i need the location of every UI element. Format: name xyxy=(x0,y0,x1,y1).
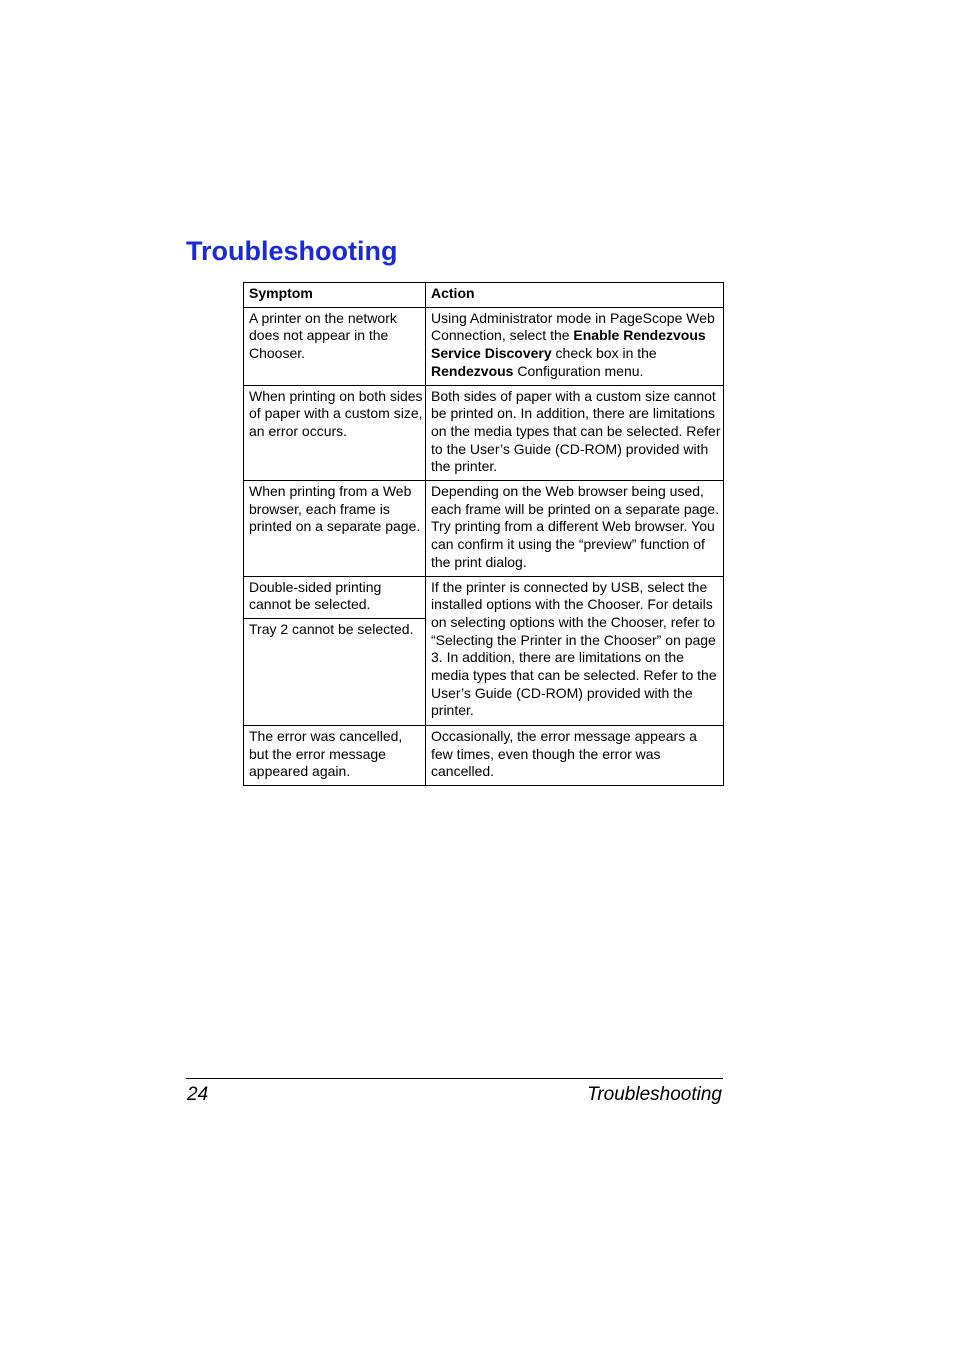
table-row xyxy=(244,725,724,785)
action-text: Using Administrator mode in PageScope Web Connection, select the xyxy=(431,309,715,344)
symptom-cell: Double-sided printing cannot be selected. xyxy=(244,576,426,618)
troubleshooting-table xyxy=(243,282,724,786)
option-name-bold: Enable Rendezvous Service Discovery xyxy=(431,327,706,362)
action-text: Configuration menu. xyxy=(513,362,644,379)
table-row xyxy=(244,307,724,385)
footer-section-title: Troubleshooting xyxy=(587,1084,722,1105)
page-title: Troubleshooting xyxy=(186,236,398,266)
action-cell: Occasionally, the error message appears a few times, even though the error was cancelled. xyxy=(426,725,724,785)
table-row xyxy=(244,481,724,577)
table-header-row xyxy=(244,283,724,308)
action-cell: Depending on the Web browser being used, each frame will be printed on a separate page. Try printing from a different Web browser. You can confirm it using the “preview” function of the print dialog. xyxy=(426,481,724,577)
action-text: check box in the xyxy=(551,345,657,362)
action-cell: If the printer is connected by USB, select the installed options with the Chooser. For details on selecting options with the Chooser, refer to “Selecting the Printer in the Chooser” on page 3. In addition, there are limitations on the media types that can be selected. Refer to the User’s Guide (CD-ROM) provided with the printer. xyxy=(426,576,724,725)
symptom-cell: When printing from a Web browser, each frame is printed on a separate page. xyxy=(244,481,426,577)
symptom-cell: A printer on the network does not appear in the Chooser. xyxy=(244,307,426,385)
action-cell xyxy=(426,307,724,385)
footer-page-number: 24 xyxy=(187,1084,209,1105)
symptom-cell: The error was cancelled, but the error message appeared again. xyxy=(244,725,426,785)
symptom-cell: Tray 2 cannot be selected. xyxy=(244,618,426,725)
table-row xyxy=(244,385,724,481)
footer-divider xyxy=(186,1078,723,1079)
column-header-symptom: Symptom xyxy=(244,283,426,308)
table-row xyxy=(244,576,724,618)
action-cell: Both sides of paper with a custom size cannot be printed on. In addition, there are limitations on the media types that can be selected. Refer to the User’s Guide (CD-ROM) provided with the printer. xyxy=(426,385,724,481)
column-header-action: Action xyxy=(426,283,724,308)
menu-name-bold: Rendezvous xyxy=(431,362,514,379)
symptom-cell: When printing on both sides of paper with a custom size, an error occurs. xyxy=(244,385,426,481)
